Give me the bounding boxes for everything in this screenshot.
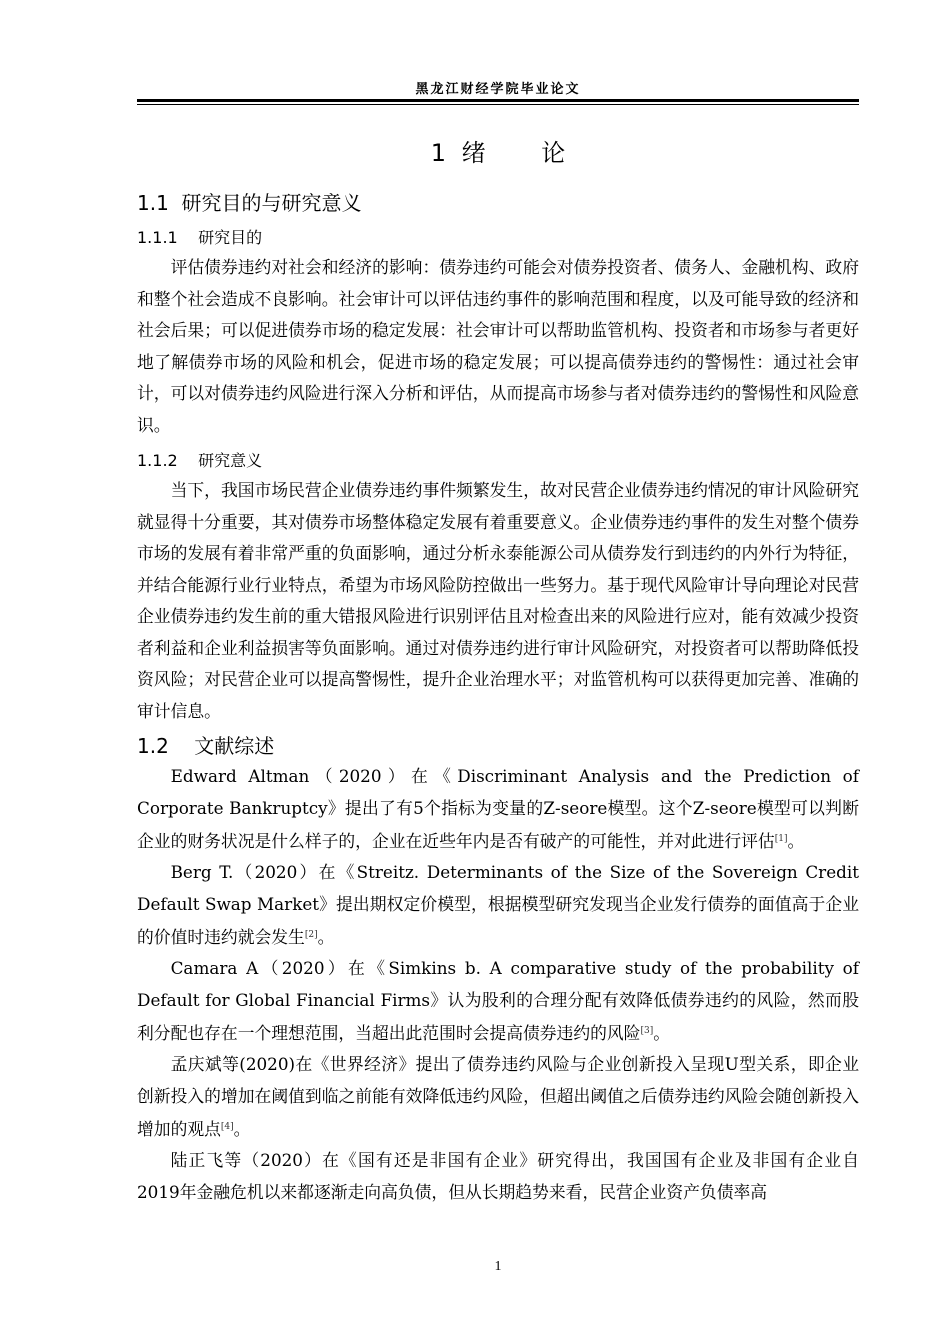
- paragraph-end: 。: [317, 927, 335, 947]
- running-header: 黑龙江财经学院毕业论文: [415, 82, 581, 97]
- section-title: 研究目的与研究意义: [181, 191, 362, 215]
- citation-ref[interactable]: [4]: [220, 1122, 234, 1132]
- paragraph-research-significance: [137, 475, 859, 727]
- paragraph-body: Berg T.（2020）在《Streitz. Determinants of the Size of the Sovereign Credit Default Swap Market》提出期权定价模型，根据模型研究发现当企业发行债券的面值高于企业的价值时违约就会发生: [137, 862, 859, 947]
- paragraph-body: Edward Altman（2020）在《Discriminant Analysis and the Prediction of Corporate Bankruptcy》提出了有5个指标为变量的Z-seore模型。这个Z-seore模型可以判断企业的财务状况是什么样子的，企业在近些年内是否有破产的可能性，并对此进行评估: [137, 766, 859, 851]
- paragraph-research-purpose: [137, 252, 859, 441]
- paragraph-text: 评估债券违约对社会和经济的影响：债券违约可能会对债券投资者、债务人、金融机构、政府和整个社会造成不良影响。社会审计可以评估违约事件的影响范围和程度，以及可能导致的经济和社会后果；可以促进债券市场的稳定发展：社会审计可以帮助监管机构、投资者和市场参与者更好地了解债券市场的风险和机会，促进市场的稳定发展；可以提高债券违约的警惕性：通过社会审计，可以对债券违约风险进行深入分析和评估，从而提高市场参与者对债券违约的警惕性和风险意识。: [137, 257, 859, 435]
- section-title: 文献综述: [194, 734, 275, 758]
- paragraph-literature-lu: [137, 1145, 859, 1208]
- paragraph-literature-berg: [137, 857, 859, 954]
- paragraph-text: 陆正飞等（2020）在《国有还是非国有企业》研究得出，我国国有企业及非国有企业自2019年金融危机以来都逐渐走向高负债，但从长期趋势来看，民营企业资产负债率高: [137, 1150, 859, 1202]
- paragraph-body: 孟庆斌等(2020)在《世界经济》提出了债券违约风险与企业创新投入呈现U型关系，即企业创新投入的增加在阈值到临之前能有效降低违约风险，但超出阈值之后债券违约风险会随创新投入增加的观点: [137, 1054, 859, 1139]
- chapter-number: 1: [430, 139, 446, 167]
- chapter-title: [137, 133, 859, 168]
- subsection-number: 1.1.2: [137, 451, 178, 470]
- subsection-number: 1.1.1: [137, 228, 178, 247]
- paragraph-body: Camara A（2020）在《Simkins b. A comparative study of the probability of Default for Global Financial Firms》认为股利的合理分配有效降低债券违约的风险，然而股利分配也存在一个理想范围，当超出此范围时会提高债券违约的风险: [137, 958, 859, 1043]
- section-number: 1.2: [137, 734, 169, 758]
- header-rule-thick: [137, 99, 859, 102]
- chapter-title-part-a: 绪: [461, 139, 486, 167]
- paragraph-text: [137, 857, 859, 954]
- subsection-title: 研究目的: [198, 228, 263, 247]
- section-number: 1.1: [137, 191, 169, 215]
- subsection-heading-1-1-1: [137, 225, 262, 248]
- citation-ref[interactable]: [2]: [304, 930, 318, 940]
- section-heading-1-2: [137, 730, 274, 759]
- chapter-title-part-b: 论: [541, 139, 566, 167]
- paragraph-end: 。: [233, 1119, 251, 1139]
- paragraph-text: 当下，我国市场民营企业债券违约事件频繁发生，故对民营企业债券违约情况的审计风险研究就显得十分重要，其对债券市场整体稳定发展有着重要意义。企业债券违约事件的发生对整个债券市场的发展有着非常严重的负面影响，通过分析永泰能源公司从债券发行到违约的内外行为特征，并结合能源行业行业特点，希望为市场风险防控做出一些努力。基于现代风险审计导向理论对民营企业债券违约发生前的重大错报风险进行识别评估且对检查出来的风险进行应对，能有效减少投资者利益和企业利益损害等负面影响。通过对债券违约进行审计风险研究，对投资者可以帮助降低投资风险；对民营企业可以提高警惕性，提升企业治理水平；对监管机构可以获得更加完善、准确的审计信息。: [137, 480, 859, 721]
- paragraph-text: [137, 953, 859, 1050]
- citation-ref[interactable]: [1]: [774, 834, 788, 844]
- subsection-heading-1-1-2: [137, 448, 262, 471]
- section-heading-1-1: [137, 187, 362, 216]
- header-rule-thin: [137, 104, 859, 105]
- paragraph-literature-camara: [137, 953, 859, 1050]
- subsection-title: 研究意义: [198, 451, 263, 470]
- paragraph-end: 。: [653, 1023, 670, 1043]
- citation-ref[interactable]: [3]: [640, 1026, 654, 1036]
- paragraph-end: 。: [787, 831, 805, 851]
- paragraph-literature-altman: [137, 761, 859, 858]
- page-number: 1: [494, 1259, 502, 1274]
- paragraph-literature-meng: [137, 1049, 859, 1146]
- paragraph-text: [137, 761, 859, 858]
- paragraph-text: [137, 1049, 859, 1146]
